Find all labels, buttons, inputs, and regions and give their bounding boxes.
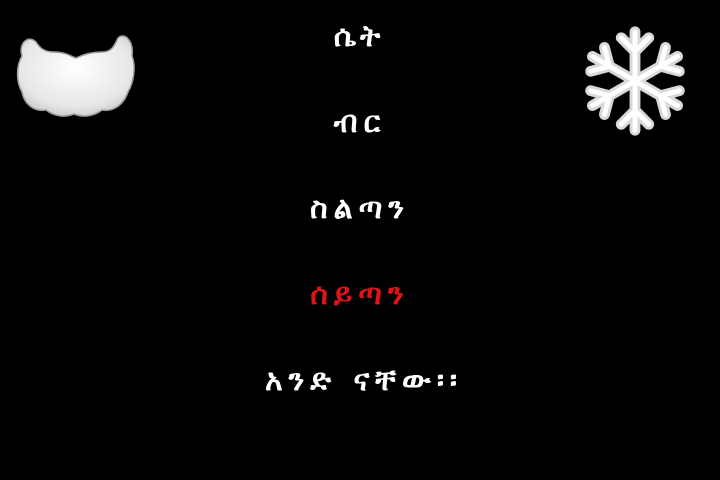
text-line-4-highlight: ሰይጣን: [310, 277, 410, 312]
text-line-1: ሴት: [333, 19, 387, 54]
text-line-2: ብር: [333, 105, 387, 140]
text-line-3: ስልጣን: [309, 191, 411, 226]
text-line-5: አንድ ናቸው፡፡: [265, 363, 463, 398]
